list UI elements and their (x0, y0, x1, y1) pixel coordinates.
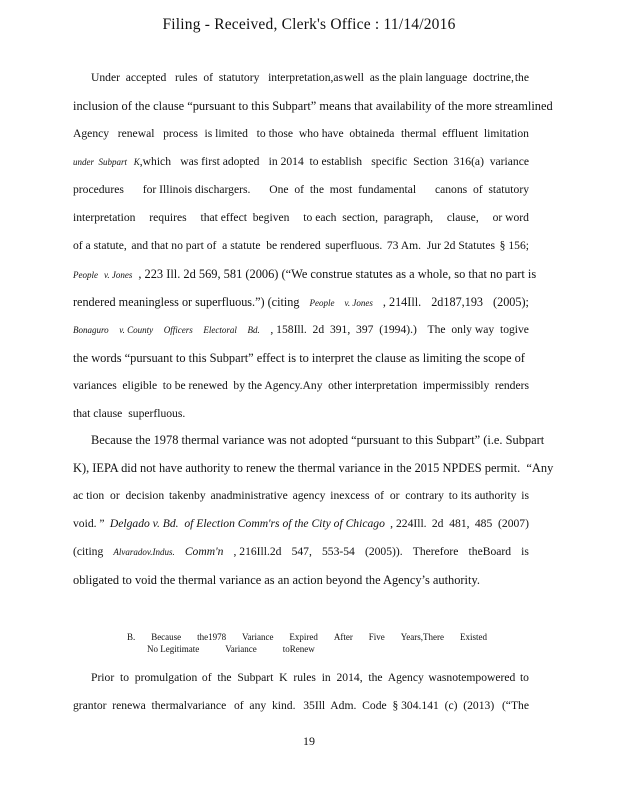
p1-line-8: People v. Jones , 223 Ill. 2d 569, 581 (2006) (“We construe statutes as a whole, so that no part is (73, 267, 537, 281)
paragraph-2 (73, 426, 554, 594)
page-number: 19 (303, 734, 315, 748)
p1-line-11: the words “pursuant to this Subpart” effect is to interpret the clause as limiting the scope of (73, 351, 525, 365)
p1-line-3: Agency renewal process is limited to those who have obtaineda thermal effluent limitation (73, 127, 529, 140)
p3-line-2: grantor renewa thermalvariance of any kind. 35Ill Adm. Code § 304.141 (c) (2013) (“The (73, 699, 529, 712)
p1-line-1: Under accepted rules of statutory interpretation,as well as the plain language doctrine, the (91, 71, 529, 84)
p1-line-12: variances eligible to be renewed by the Agency.Any other interpretation impermissibly renders (73, 379, 529, 392)
p1-line-6: interpretation requires that effect begiven to each section, paragraph, clause, or word (73, 211, 529, 224)
p1-line-10: Bonaguro v. County Officers Electoral Bd. , 158Ill. 2d 391, 397 (1994).) The only way togive (73, 323, 529, 336)
section-heading (127, 631, 487, 655)
heading-row-2: No Legitimate Variance toRenew (147, 644, 315, 654)
p2-line-5: (citing Alvaradov.Indus. Comm'n , 216Ill.2d 547, 553-54 (2005)). Therefore theBoard is (73, 545, 529, 558)
p2-line-2: K), IEPA did not have authority to renew the thermal variance in the 2015 NPDES permit. “Any (73, 461, 554, 475)
paragraph-3 (73, 664, 529, 720)
paragraph-1 (73, 64, 553, 428)
p1-line-5: procedures for Illinois dischargers. One of the most fundamental canons of statutory (73, 183, 529, 196)
p2-line-3: ac tion or decision takenby anadministrative agency inexcess of or contrary to its authority is (73, 489, 529, 502)
p1-line-4: under Subpart K,which was first adopted in 2014 to establish specific Section 316(a) variance (73, 155, 529, 168)
filing-header: Filing - Received, Clerk's Office : 11/14/2016 (162, 16, 456, 33)
p1-line-2: inclusion of the clause “pursuant to this Subpart” means that availability of the more streamlined (73, 99, 553, 113)
p1-line-9: rendered meaningless or superfluous.”) (citing People v. Jones , 214Ill. 2d187,193 (2005); (73, 295, 529, 309)
p2-line-4: void. ” Delgado v. Bd. of Election Comm'rs of the City of Chicago , 224Ill. 2d 481, 485 (2007) (73, 517, 529, 530)
p3-line-1: Prior to promulgation of the Subpart K rules in 2014, the Agency wasnotempowered to (91, 671, 529, 684)
p1-line-7: of a statute, and that no part of a statute be rendered superfluous. 73 Am. Jur 2d Statutes § 156; (73, 239, 529, 252)
p2-line-6: obligated to void the thermal variance as an action beyond the Agency’s authority. (73, 573, 480, 587)
p2-line-1: Because the 1978 thermal variance was not adopted “pursuant to this Subpart” (i.e. Subpart (91, 433, 545, 447)
heading-row-1: B. Because the1978 Variance Expired After Five Years,There Existed (127, 632, 487, 642)
p1-line-13: that clause superfluous. (73, 407, 186, 420)
